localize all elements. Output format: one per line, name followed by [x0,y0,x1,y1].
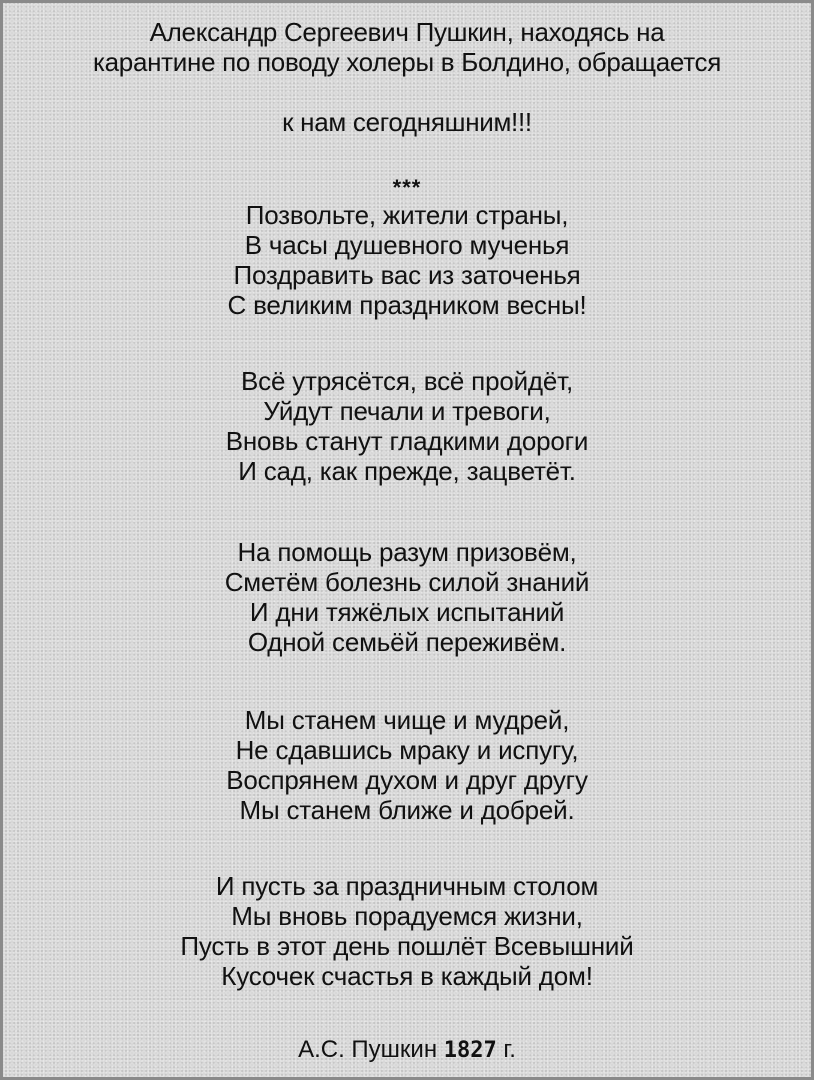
verse-line: И пусть за праздничным столом [215,871,599,901]
verse-line: И сад, как прежде, зацветёт. [238,456,576,486]
verse-line: Пусть в этот день пошлёт Всевышний [180,931,634,961]
stanza-4 [3,705,811,825]
verse-line: Позвольте, жители страны, [245,200,569,230]
intro-line-2: карантине по поводу холеры в Болдино, обращается [93,47,721,77]
verse-line: Одной семьёй переживём. [247,627,567,657]
verse-line: Мы станем ближе и добрей. [239,795,575,825]
verse-line: И дни тяжёлых испытаний [249,597,565,627]
intro-line-3: к нам сегодняшним!!! [282,107,532,137]
verse-line: Вновь станут гладкими дороги [225,426,589,456]
verse-line: Поздравить вас из заточенья [233,260,581,290]
signature-year: 1827 [443,1038,497,1063]
signature-suffix: г. [503,1036,516,1063]
stanza-2 [3,366,811,486]
verse-line: Уйдут печали и тревоги, [263,396,551,426]
verse-line: Кусочек счастья в каждый дом! [221,961,593,991]
verse-line: Не сдавшись мраку и испугу, [235,735,579,765]
stanza-3 [3,537,811,657]
verse-line: Воспрянем духом и друг другу [226,765,588,795]
signature-author: А.С. Пушкин [298,1036,438,1063]
intro-line-1: Александр Сергеевич Пушкин, находясь на [149,17,665,47]
stanza-1 [3,200,811,320]
verse-line: С великим праздником весны! [227,290,587,320]
poem-intro [3,17,811,137]
poem-signature [3,1035,811,1066]
verse-line: В часы душевного мученья [244,230,570,260]
verse-line: Всё утрясётся, всё пройдёт, [241,366,573,396]
stanza-separator: *** [392,175,422,200]
verse-line: На помощь разум призовём, [237,537,577,567]
verse-line: Мы вновь порадуемся жизни, [231,901,583,931]
stanza-5 [3,871,811,991]
verse-line: Мы станем чище и мудрей, [244,705,570,735]
verse-line: Сметём болезнь силой знаний [224,567,590,597]
